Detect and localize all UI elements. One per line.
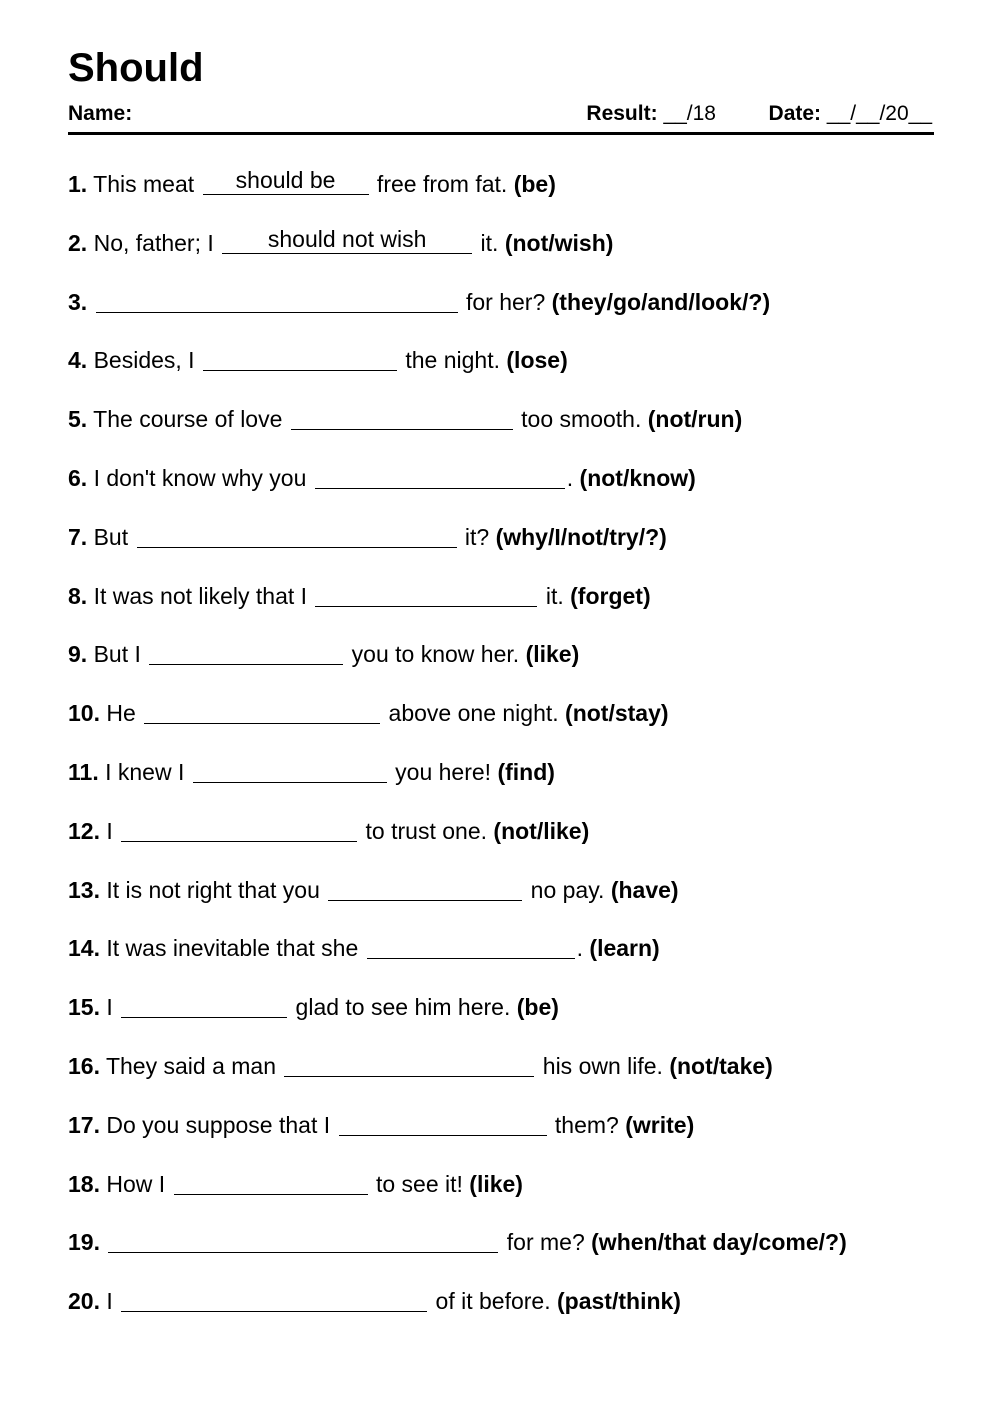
question-text-before: I knew I xyxy=(105,758,191,785)
question-20 xyxy=(68,1272,934,1331)
question-number: 14. xyxy=(68,935,100,962)
question-number: 4. xyxy=(68,347,88,374)
answer-blank[interactable] xyxy=(222,225,472,254)
question-14 xyxy=(68,919,934,978)
question-number: 17. xyxy=(68,1111,100,1138)
question-number: 6. xyxy=(68,464,88,491)
question-text-after: too smooth. xyxy=(514,406,648,433)
verb-hint: (not/run) xyxy=(647,406,743,433)
question-13 xyxy=(68,861,934,920)
question-text-before: But xyxy=(93,523,135,550)
answer-blank[interactable] xyxy=(108,1228,498,1253)
question-text-before: This meat xyxy=(93,171,201,197)
question-2 xyxy=(68,214,934,273)
question-number: 5. xyxy=(68,406,88,433)
answer-blank[interactable] xyxy=(174,1170,368,1195)
answer-blank[interactable] xyxy=(96,288,458,313)
question-text-before: But I xyxy=(93,641,148,668)
answer-blank[interactable] xyxy=(315,464,565,489)
question-17 xyxy=(68,1096,934,1155)
question-10 xyxy=(68,684,934,743)
verb-hint: (be) xyxy=(516,994,559,1021)
question-5 xyxy=(68,390,934,449)
question-text-after: it. xyxy=(539,582,571,609)
question-11 xyxy=(68,743,934,802)
question-number: 11. xyxy=(68,758,99,785)
verb-hint: (why/I/not/try/?) xyxy=(495,523,667,550)
question-number: 3. xyxy=(68,288,88,315)
answer-blank[interactable] xyxy=(144,699,380,724)
question-number: 19. xyxy=(68,1229,100,1256)
verb-hint: (when/that day/come/?) xyxy=(591,1229,847,1256)
answer-blank[interactable] xyxy=(121,817,357,842)
answer-blank[interactable] xyxy=(121,1287,427,1312)
result-label: Result: xyxy=(586,102,658,125)
verb-hint: (not/know) xyxy=(579,464,696,491)
question-4 xyxy=(68,331,934,390)
question-text-before: I xyxy=(106,1288,120,1315)
worksheet xyxy=(68,44,934,1331)
question-number: 2. xyxy=(68,229,88,256)
result-value: __/18 xyxy=(663,102,716,125)
date-label: Date: xyxy=(768,102,822,125)
question-text-after: for me? xyxy=(500,1229,592,1256)
question-1 xyxy=(68,155,934,214)
question-text-after: no pay. xyxy=(524,876,611,903)
answer-text: should not wish xyxy=(267,225,427,252)
answer-blank[interactable] xyxy=(284,1052,534,1077)
question-18 xyxy=(68,1155,934,1214)
question-text-before: He xyxy=(106,700,143,727)
question-number: 13. xyxy=(68,876,100,903)
question-text-after: it? xyxy=(458,523,496,550)
answer-blank[interactable] xyxy=(291,405,513,430)
question-19 xyxy=(68,1213,934,1272)
question-text-after: for her? xyxy=(459,288,552,315)
question-number: 10. xyxy=(68,700,100,727)
question-text-after: you here! xyxy=(388,758,498,785)
date-value: __/__/20__ xyxy=(826,102,932,125)
answer-blank[interactable] xyxy=(137,523,457,548)
answer-blank[interactable] xyxy=(193,758,387,783)
question-number: 12. xyxy=(68,817,100,844)
question-text-after: them? xyxy=(548,1111,626,1138)
verb-hint: (like) xyxy=(525,641,580,668)
question-number: 18. xyxy=(68,1170,100,1197)
question-text-after: of it before. xyxy=(429,1288,558,1315)
name-label: Name: xyxy=(68,102,133,125)
date-field xyxy=(769,102,932,126)
question-text-before: I xyxy=(106,817,120,844)
verb-hint: (past/think) xyxy=(557,1288,681,1315)
question-text-after: to see it! xyxy=(369,1170,470,1197)
question-text-after: above one night. xyxy=(382,700,566,727)
question-7 xyxy=(68,508,934,567)
question-text-after: glad to see him here. xyxy=(289,994,517,1021)
verb-hint: (not/stay) xyxy=(565,700,669,727)
worksheet-header xyxy=(68,98,934,135)
answer-blank[interactable] xyxy=(149,640,343,665)
question-9 xyxy=(68,625,934,684)
answer-blank[interactable] xyxy=(315,582,537,607)
question-8 xyxy=(68,567,934,626)
question-number: 9. xyxy=(68,641,88,668)
question-number: 15. xyxy=(68,994,100,1021)
question-text-before: No, father; I xyxy=(93,229,221,256)
verb-hint: (be) xyxy=(513,171,556,197)
answer-blank[interactable] xyxy=(203,167,369,195)
question-text-after: . xyxy=(566,464,580,491)
verb-hint: (write) xyxy=(625,1111,695,1138)
question-16 xyxy=(68,1037,934,1096)
question-6 xyxy=(68,449,934,508)
question-text-before: They said a man xyxy=(105,1052,283,1079)
verb-hint: (like) xyxy=(469,1170,523,1197)
question-text-after: free from fat. xyxy=(370,171,514,197)
verb-hint: (have) xyxy=(610,876,679,903)
question-list xyxy=(68,155,934,1331)
answer-blank[interactable] xyxy=(339,1111,547,1136)
question-number: 7. xyxy=(68,523,88,550)
question-text-after: his own life. xyxy=(536,1052,670,1079)
question-text-before: It was inevitable that she xyxy=(106,935,365,962)
question-text-after: the night. xyxy=(398,347,507,374)
question-text-before: I don't know why you xyxy=(93,464,313,491)
verb-hint: (find) xyxy=(497,758,555,785)
answer-blank[interactable] xyxy=(203,346,397,371)
question-number: 8. xyxy=(68,582,88,609)
question-15 xyxy=(68,978,934,1037)
page-title: Should xyxy=(68,46,204,90)
result-field xyxy=(586,102,716,126)
question-text-after: you to know her. xyxy=(345,641,526,668)
verb-hint: (learn) xyxy=(589,935,660,962)
question-text-before: How I xyxy=(106,1170,172,1197)
question-text-before: It is not right that you xyxy=(106,876,327,903)
verb-hint: (forget) xyxy=(570,582,651,609)
answer-blank[interactable] xyxy=(328,876,522,901)
verb-hint: (they/go/and/look/?) xyxy=(551,288,771,315)
answer-blank[interactable] xyxy=(367,934,575,959)
question-3 xyxy=(68,273,934,332)
question-text-before: It was not likely that I xyxy=(93,582,314,609)
question-text-before: I xyxy=(106,994,120,1021)
question-number: 20. xyxy=(68,1288,100,1315)
question-text-after: to trust one. xyxy=(359,817,494,844)
question-text-before: Besides, I xyxy=(93,347,201,374)
verb-hint: (lose) xyxy=(506,347,568,374)
question-12 xyxy=(68,802,934,861)
question-text-before: Do you suppose that I xyxy=(106,1111,337,1138)
verb-hint: (not/like) xyxy=(493,817,590,844)
verb-hint: (not/wish) xyxy=(504,229,614,256)
answer-text: should be xyxy=(235,167,336,193)
question-text-before: The course of love xyxy=(93,406,289,433)
question-text-after: it. xyxy=(474,229,505,256)
question-number: 1. xyxy=(68,171,88,197)
question-text-after: . xyxy=(576,935,590,962)
verb-hint: (not/take) xyxy=(669,1052,773,1079)
question-number: 16. xyxy=(68,1052,100,1079)
answer-blank[interactable] xyxy=(121,993,287,1018)
